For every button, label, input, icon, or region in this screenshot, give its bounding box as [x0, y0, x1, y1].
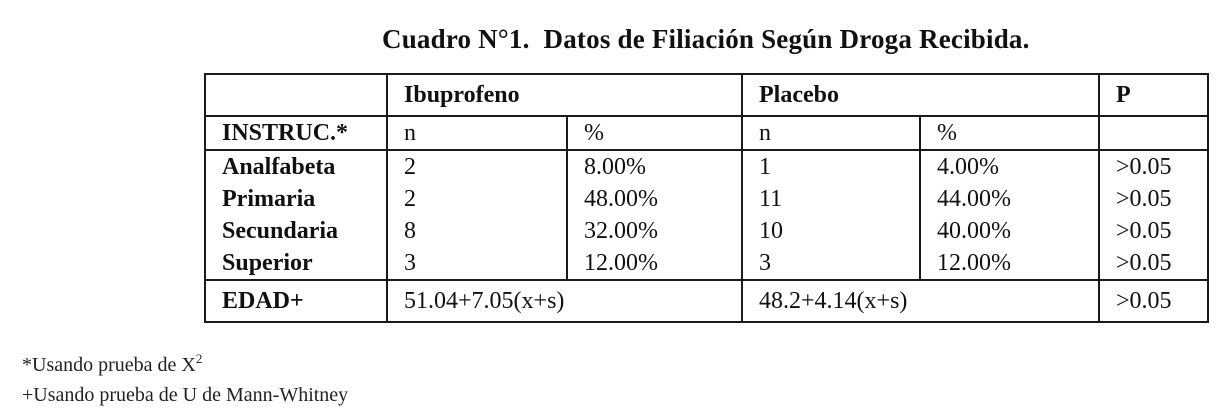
header-ibuprofeno: Ibuprofeno — [387, 74, 742, 116]
table-row — [205, 247, 1208, 280]
pla-pct-cell: 4.00% — [920, 150, 1099, 183]
ibu-n-cell: 8 — [387, 215, 567, 247]
header-pla-n: n — [742, 116, 920, 150]
row-label: Analfabeta — [205, 150, 387, 183]
pla-pct-cell: 44.00% — [920, 183, 1099, 215]
ibu-pct-cell: 12.00% — [567, 247, 742, 280]
footnote-chi-square — [22, 344, 348, 380]
pla-pct-cell: 40.00% — [920, 215, 1099, 247]
ibu-pct-cell: 32.00% — [567, 215, 742, 247]
edad-row — [205, 280, 1208, 322]
header-pla-pct: % — [920, 116, 1099, 150]
pla-n-cell: 10 — [742, 215, 920, 247]
header-p: P — [1099, 74, 1208, 116]
row-label: Secundaria — [205, 215, 387, 247]
header-empty-cell — [205, 74, 387, 116]
p-cell: >0.05 — [1099, 183, 1208, 215]
ibu-pct-cell: 48.00% — [567, 183, 742, 215]
edad-label: EDAD+ — [205, 280, 387, 322]
table-row — [205, 183, 1208, 215]
ibu-n-cell: 2 — [387, 150, 567, 183]
ibu-n-cell: 3 — [387, 247, 567, 280]
p-cell: >0.05 — [1099, 215, 1208, 247]
row-label: Primaria — [205, 183, 387, 215]
table-title-number: Cuadro N°1. — [382, 24, 530, 54]
p-cell: >0.05 — [1099, 150, 1208, 183]
header-ibu-n: n — [387, 116, 567, 150]
header-instruc: INSTRUC.* — [205, 116, 387, 150]
pla-n-cell: 1 — [742, 150, 920, 183]
group-header-row — [205, 74, 1208, 116]
footnote-1-superscript: 2 — [195, 351, 203, 366]
header-ibu-pct: % — [567, 116, 742, 150]
header-placebo: Placebo — [742, 74, 1099, 116]
table-row — [205, 215, 1208, 247]
sub-header-row — [205, 116, 1208, 150]
edad-p: >0.05 — [1099, 280, 1208, 322]
row-label: Superior — [205, 247, 387, 280]
table-title-text: Datos de Filiación Según Droga Recibida. — [543, 24, 1030, 54]
filiation-table — [204, 73, 1209, 323]
ibu-n-cell: 2 — [387, 183, 567, 215]
header-p-empty — [1099, 116, 1208, 150]
pla-n-cell: 3 — [742, 247, 920, 280]
ibu-pct-cell: 8.00% — [567, 150, 742, 183]
footnotes — [22, 344, 348, 410]
edad-ibuprofeno: 51.04+7.05(x+s) — [387, 280, 742, 322]
footnote-mann-whitney: +Usando prueba de U de Mann-Whitney — [22, 384, 349, 406]
pla-pct-cell: 12.00% — [920, 247, 1099, 280]
table-title — [382, 24, 1030, 55]
footnote-1-text: *Usando prueba de X — [22, 354, 196, 376]
p-cell: >0.05 — [1099, 247, 1208, 280]
pla-n-cell: 11 — [742, 183, 920, 215]
table-row — [205, 150, 1208, 183]
edad-placebo: 48.2+4.14(x+s) — [742, 280, 1099, 322]
